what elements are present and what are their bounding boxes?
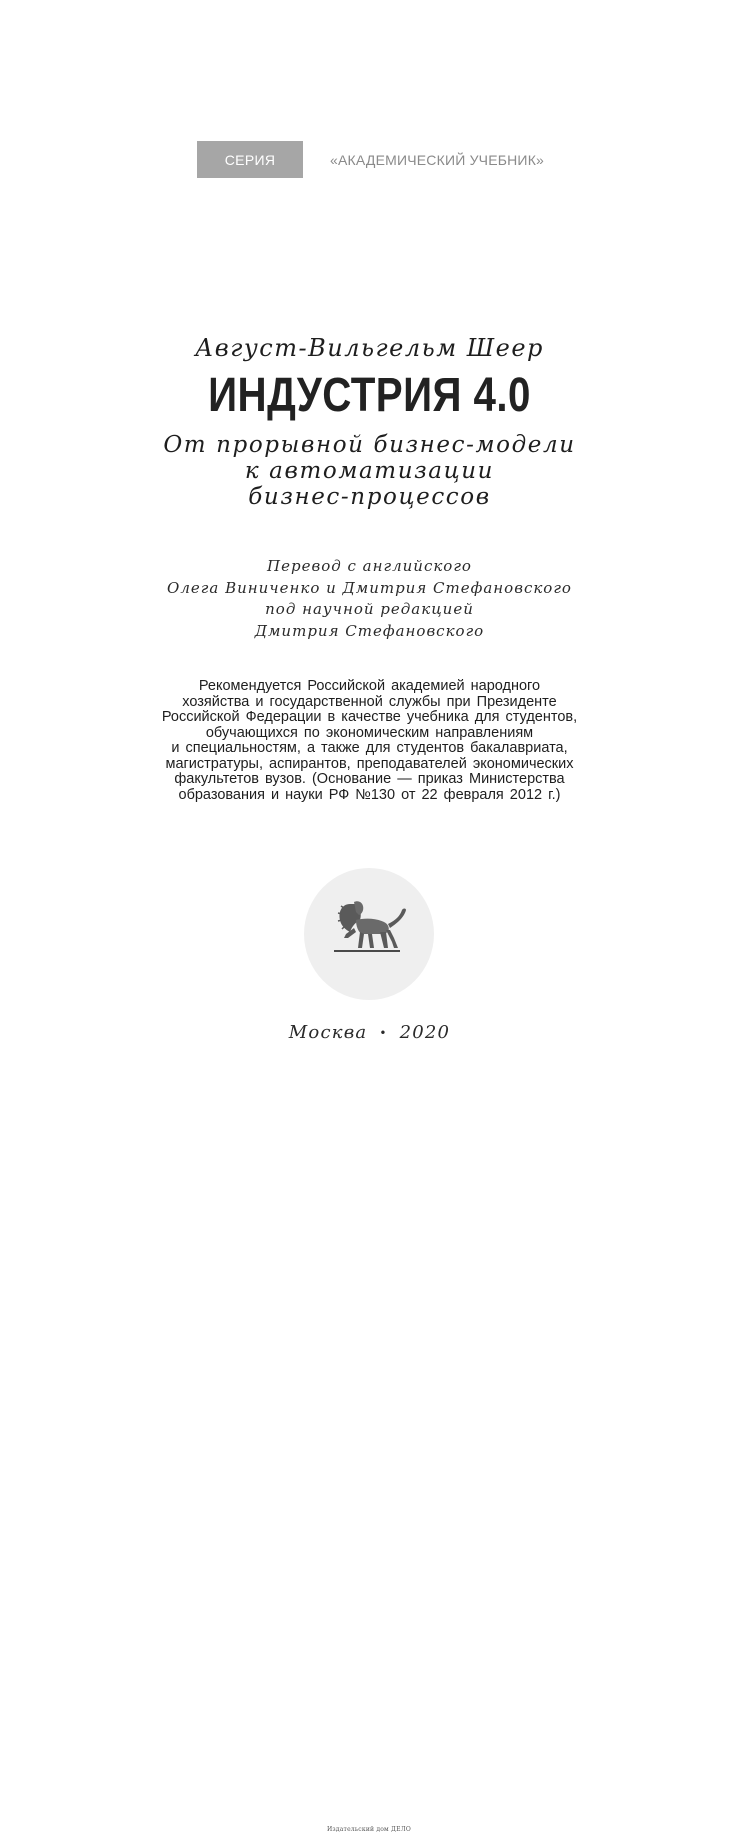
translation-line: Олега Виниченко и Дмитрия Стефановского	[167, 578, 572, 597]
translation-line: под научной редакцией	[265, 600, 474, 618]
book-subtitle	[0, 432, 739, 510]
author-name: Август-Вильгельм Шеер	[195, 334, 544, 362]
recommendation-line: Российской Федерации в качестве учебника для студентов,	[161, 709, 578, 725]
book-title: ИНДУСТРИЯ 4.0	[208, 369, 531, 422]
series-block	[197, 141, 544, 178]
recommendation-line: Рекомендуется Российской академией народного	[198, 678, 541, 694]
translation-credits	[0, 556, 739, 642]
recommendation-line: обучающихся по экономическим направлениям	[205, 724, 534, 741]
translation-line: Перевод с английского	[267, 557, 472, 575]
subtitle-line: От прорывной бизнес-модели	[163, 432, 576, 458]
recommendation-line: магистратуры, аспирантов, преподавателей экономических	[165, 755, 574, 772]
year: 2020	[399, 1022, 451, 1043]
series-name: «АКАДЕМИЧЕСКИЙ УЧЕБНИК»	[330, 151, 545, 168]
separator-dot: •	[379, 1026, 388, 1040]
recommendation-line: факультетов вузов. (Основание — приказ Министерства	[174, 771, 565, 787]
recommendation-text	[0, 679, 739, 803]
translation-line: Дмитрия Стефановского	[254, 621, 485, 640]
city: Москва	[288, 1022, 368, 1043]
publisher-caption: Издательский дом ДЕЛО	[326, 1826, 411, 1833]
recommendation-line: хозяйства и государственной службы при Президенте	[182, 693, 557, 710]
series-label: СЕРИЯ	[197, 141, 303, 178]
subtitle-line: бизнес-процессов	[248, 484, 491, 510]
recommendation-line: образования и науки РФ №130 от 22 февраля 2012 г.)	[178, 786, 561, 803]
recommendation-line: и специальностям, а также для студентов бакалавриата,	[171, 740, 568, 756]
lion-icon	[332, 890, 408, 956]
imprint-footer	[0, 1022, 739, 1043]
subtitle-line: к автоматизации	[244, 458, 495, 484]
